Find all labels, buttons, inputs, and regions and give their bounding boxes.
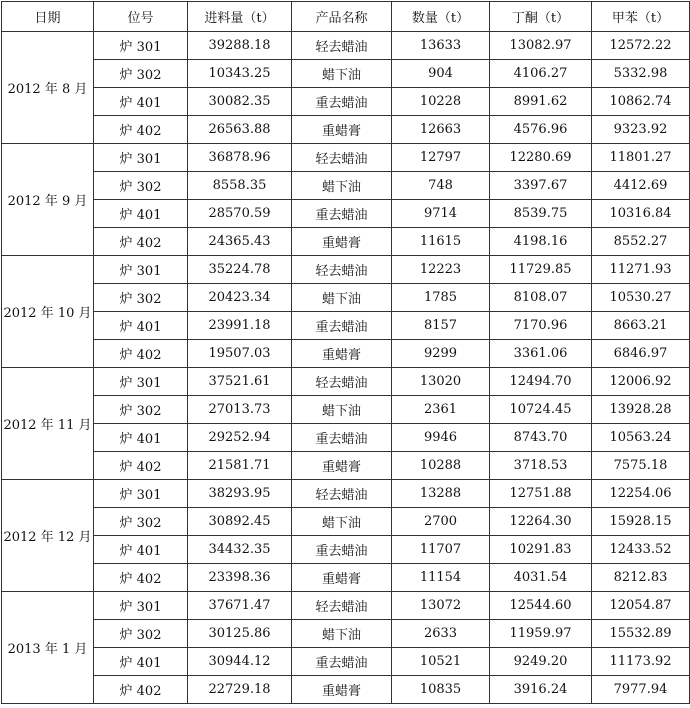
quantity-cell: 9946 xyxy=(392,424,490,452)
tag-cell: 炉 402 xyxy=(94,340,188,368)
butanone-cell: 8991.62 xyxy=(490,88,592,116)
butanone-cell: 12264.30 xyxy=(490,508,592,536)
product-cell: 重蜡膏 xyxy=(292,676,392,704)
butanone-cell: 7170.96 xyxy=(490,312,592,340)
table-row xyxy=(2,452,690,480)
table-header xyxy=(2,2,690,32)
quantity-cell: 904 xyxy=(392,60,490,88)
quantity-cell: 1785 xyxy=(392,284,490,312)
toluene-cell: 6846.97 xyxy=(592,340,690,368)
butanone-cell: 13082.97 xyxy=(490,32,592,60)
butanone-cell: 10724.45 xyxy=(490,396,592,424)
product-cell: 轻去蜡油 xyxy=(292,256,392,284)
production-table xyxy=(1,1,690,704)
toluene-cell: 12572.22 xyxy=(592,32,690,60)
table-row xyxy=(2,312,690,340)
quantity-cell: 13288 xyxy=(392,480,490,508)
product-cell: 重去蜡油 xyxy=(292,648,392,676)
feed-cell: 20423.34 xyxy=(188,284,292,312)
table-row xyxy=(2,32,690,60)
product-cell: 轻去蜡油 xyxy=(292,592,392,620)
table-row xyxy=(2,228,690,256)
feed-cell: 21581.71 xyxy=(188,452,292,480)
tag-cell: 炉 301 xyxy=(94,480,188,508)
toluene-cell: 11271.93 xyxy=(592,256,690,284)
toluene-cell: 7977.94 xyxy=(592,676,690,704)
table-row xyxy=(2,508,690,536)
butanone-cell: 4576.96 xyxy=(490,116,592,144)
butanone-cell: 3718.53 xyxy=(490,452,592,480)
quantity-cell: 12223 xyxy=(392,256,490,284)
product-cell: 蜡下油 xyxy=(292,284,392,312)
date-cell: 2012 年 12 月 xyxy=(2,480,94,592)
product-cell: 轻去蜡油 xyxy=(292,368,392,396)
feed-cell: 30125.86 xyxy=(188,620,292,648)
butanone-cell: 4198.16 xyxy=(490,228,592,256)
tag-cell: 炉 401 xyxy=(94,312,188,340)
quantity-cell: 10288 xyxy=(392,452,490,480)
product-cell: 重去蜡油 xyxy=(292,424,392,452)
table-row xyxy=(2,536,690,564)
tag-cell: 炉 302 xyxy=(94,284,188,312)
feed-cell: 29252.94 xyxy=(188,424,292,452)
toluene-cell: 12433.52 xyxy=(592,536,690,564)
butanone-cell: 8108.07 xyxy=(490,284,592,312)
quantity-cell: 9299 xyxy=(392,340,490,368)
product-cell: 重去蜡油 xyxy=(292,88,392,116)
table-row xyxy=(2,144,690,172)
quantity-cell: 10835 xyxy=(392,676,490,704)
tag-cell: 炉 301 xyxy=(94,256,188,284)
feed-cell: 26563.88 xyxy=(188,116,292,144)
feed-cell: 37671.47 xyxy=(188,592,292,620)
table-row xyxy=(2,424,690,452)
toluene-cell: 10316.84 xyxy=(592,200,690,228)
header-tag: 位号 xyxy=(94,2,188,32)
butanone-cell: 8743.70 xyxy=(490,424,592,452)
toluene-cell: 12254.06 xyxy=(592,480,690,508)
header-toluene: 甲苯（t） xyxy=(592,2,690,32)
quantity-cell: 11707 xyxy=(392,536,490,564)
quantity-cell: 11615 xyxy=(392,228,490,256)
feed-cell: 10343.25 xyxy=(188,60,292,88)
feed-cell: 38293.95 xyxy=(188,480,292,508)
toluene-cell: 15928.15 xyxy=(592,508,690,536)
toluene-cell: 15532.89 xyxy=(592,620,690,648)
toluene-cell: 8212.83 xyxy=(592,564,690,592)
product-cell: 重蜡膏 xyxy=(292,228,392,256)
header-date: 日期 xyxy=(2,2,94,32)
date-cell: 2012 年 8 月 xyxy=(2,32,94,144)
header-row xyxy=(2,2,690,32)
feed-cell: 23991.18 xyxy=(188,312,292,340)
table-row xyxy=(2,116,690,144)
toluene-cell: 10862.74 xyxy=(592,88,690,116)
feed-cell: 19507.03 xyxy=(188,340,292,368)
toluene-cell: 7575.18 xyxy=(592,452,690,480)
table-row xyxy=(2,480,690,508)
table-row xyxy=(2,200,690,228)
butanone-cell: 4031.54 xyxy=(490,564,592,592)
quantity-cell: 8157 xyxy=(392,312,490,340)
quantity-cell: 11154 xyxy=(392,564,490,592)
product-cell: 轻去蜡油 xyxy=(292,480,392,508)
quantity-cell: 10521 xyxy=(392,648,490,676)
product-cell: 蜡下油 xyxy=(292,60,392,88)
quantity-cell: 2700 xyxy=(392,508,490,536)
toluene-cell: 9323.92 xyxy=(592,116,690,144)
butanone-cell: 12280.69 xyxy=(490,144,592,172)
date-cell: 2013 年 1 月 xyxy=(2,592,94,704)
table-row xyxy=(2,368,690,396)
table-row xyxy=(2,648,690,676)
product-cell: 重蜡膏 xyxy=(292,116,392,144)
product-cell: 重蜡膏 xyxy=(292,564,392,592)
product-cell: 蜡下油 xyxy=(292,508,392,536)
header-quantity: 数量（t） xyxy=(392,2,490,32)
butanone-cell: 8539.75 xyxy=(490,200,592,228)
product-cell: 重去蜡油 xyxy=(292,200,392,228)
feed-cell: 36878.96 xyxy=(188,144,292,172)
feed-cell: 35224.78 xyxy=(188,256,292,284)
tag-cell: 炉 301 xyxy=(94,592,188,620)
feed-cell: 28570.59 xyxy=(188,200,292,228)
tag-cell: 炉 401 xyxy=(94,424,188,452)
product-cell: 蜡下油 xyxy=(292,396,392,424)
butanone-cell: 12751.88 xyxy=(490,480,592,508)
header-product: 产品名称 xyxy=(292,2,392,32)
toluene-cell: 11801.27 xyxy=(592,144,690,172)
butanone-cell: 10291.83 xyxy=(490,536,592,564)
table-row xyxy=(2,592,690,620)
product-cell: 轻去蜡油 xyxy=(292,144,392,172)
quantity-cell: 12663 xyxy=(392,116,490,144)
date-cell: 2012 年 9 月 xyxy=(2,144,94,256)
quantity-cell: 13072 xyxy=(392,592,490,620)
feed-cell: 34432.35 xyxy=(188,536,292,564)
butanone-cell: 3361.06 xyxy=(490,340,592,368)
tag-cell: 炉 302 xyxy=(94,396,188,424)
quantity-cell: 9714 xyxy=(392,200,490,228)
feed-cell: 39288.18 xyxy=(188,32,292,60)
tag-cell: 炉 302 xyxy=(94,60,188,88)
product-cell: 重去蜡油 xyxy=(292,536,392,564)
date-cell: 2012 年 11 月 xyxy=(2,368,94,480)
quantity-cell: 2633 xyxy=(392,620,490,648)
butanone-cell: 9249.20 xyxy=(490,648,592,676)
tag-cell: 炉 401 xyxy=(94,200,188,228)
header-butanone: 丁酮（t） xyxy=(490,2,592,32)
table-row xyxy=(2,60,690,88)
table-row xyxy=(2,676,690,704)
tag-cell: 炉 302 xyxy=(94,172,188,200)
feed-cell: 8558.35 xyxy=(188,172,292,200)
butanone-cell: 12544.60 xyxy=(490,592,592,620)
product-cell: 蜡下油 xyxy=(292,172,392,200)
butanone-cell: 12494.70 xyxy=(490,368,592,396)
toluene-cell: 10530.27 xyxy=(592,284,690,312)
toluene-cell: 13928.28 xyxy=(592,396,690,424)
tag-cell: 炉 402 xyxy=(94,452,188,480)
toluene-cell: 12006.92 xyxy=(592,368,690,396)
toluene-cell: 8552.27 xyxy=(592,228,690,256)
feed-cell: 24365.43 xyxy=(188,228,292,256)
quantity-cell: 2361 xyxy=(392,396,490,424)
tag-cell: 炉 302 xyxy=(94,508,188,536)
tag-cell: 炉 402 xyxy=(94,564,188,592)
tag-cell: 炉 401 xyxy=(94,648,188,676)
table-row xyxy=(2,564,690,592)
butanone-cell: 4106.27 xyxy=(490,60,592,88)
table-body xyxy=(2,32,690,704)
feed-cell: 23398.36 xyxy=(188,564,292,592)
quantity-cell: 10228 xyxy=(392,88,490,116)
tag-cell: 炉 401 xyxy=(94,536,188,564)
feed-cell: 30892.45 xyxy=(188,508,292,536)
butanone-cell: 3916.24 xyxy=(490,676,592,704)
quantity-cell: 13633 xyxy=(392,32,490,60)
toluene-cell: 10563.24 xyxy=(592,424,690,452)
butanone-cell: 3397.67 xyxy=(490,172,592,200)
feed-cell: 22729.18 xyxy=(188,676,292,704)
feed-cell: 27013.73 xyxy=(188,396,292,424)
tag-cell: 炉 402 xyxy=(94,228,188,256)
tag-cell: 炉 301 xyxy=(94,144,188,172)
header-feed: 进料量（t） xyxy=(188,2,292,32)
quantity-cell: 12797 xyxy=(392,144,490,172)
table-row xyxy=(2,256,690,284)
toluene-cell: 5332.98 xyxy=(592,60,690,88)
toluene-cell: 11173.92 xyxy=(592,648,690,676)
tag-cell: 炉 402 xyxy=(94,116,188,144)
feed-cell: 37521.61 xyxy=(188,368,292,396)
toluene-cell: 8663.21 xyxy=(592,312,690,340)
toluene-cell: 12054.87 xyxy=(592,592,690,620)
tag-cell: 炉 401 xyxy=(94,88,188,116)
tag-cell: 炉 301 xyxy=(94,32,188,60)
butanone-cell: 11959.97 xyxy=(490,620,592,648)
product-cell: 重去蜡油 xyxy=(292,312,392,340)
butanone-cell: 11729.85 xyxy=(490,256,592,284)
table-row xyxy=(2,340,690,368)
quantity-cell: 748 xyxy=(392,172,490,200)
date-cell: 2012 年 10 月 xyxy=(2,256,94,368)
product-cell: 重蜡膏 xyxy=(292,340,392,368)
product-cell: 轻去蜡油 xyxy=(292,32,392,60)
feed-cell: 30944.12 xyxy=(188,648,292,676)
table-row xyxy=(2,88,690,116)
tag-cell: 炉 301 xyxy=(94,368,188,396)
toluene-cell: 4412.69 xyxy=(592,172,690,200)
tag-cell: 炉 402 xyxy=(94,676,188,704)
feed-cell: 30082.35 xyxy=(188,88,292,116)
product-cell: 重蜡膏 xyxy=(292,452,392,480)
quantity-cell: 13020 xyxy=(392,368,490,396)
table-row xyxy=(2,284,690,312)
table-row xyxy=(2,620,690,648)
product-cell: 蜡下油 xyxy=(292,620,392,648)
table-row xyxy=(2,172,690,200)
table-row xyxy=(2,396,690,424)
tag-cell: 炉 302 xyxy=(94,620,188,648)
